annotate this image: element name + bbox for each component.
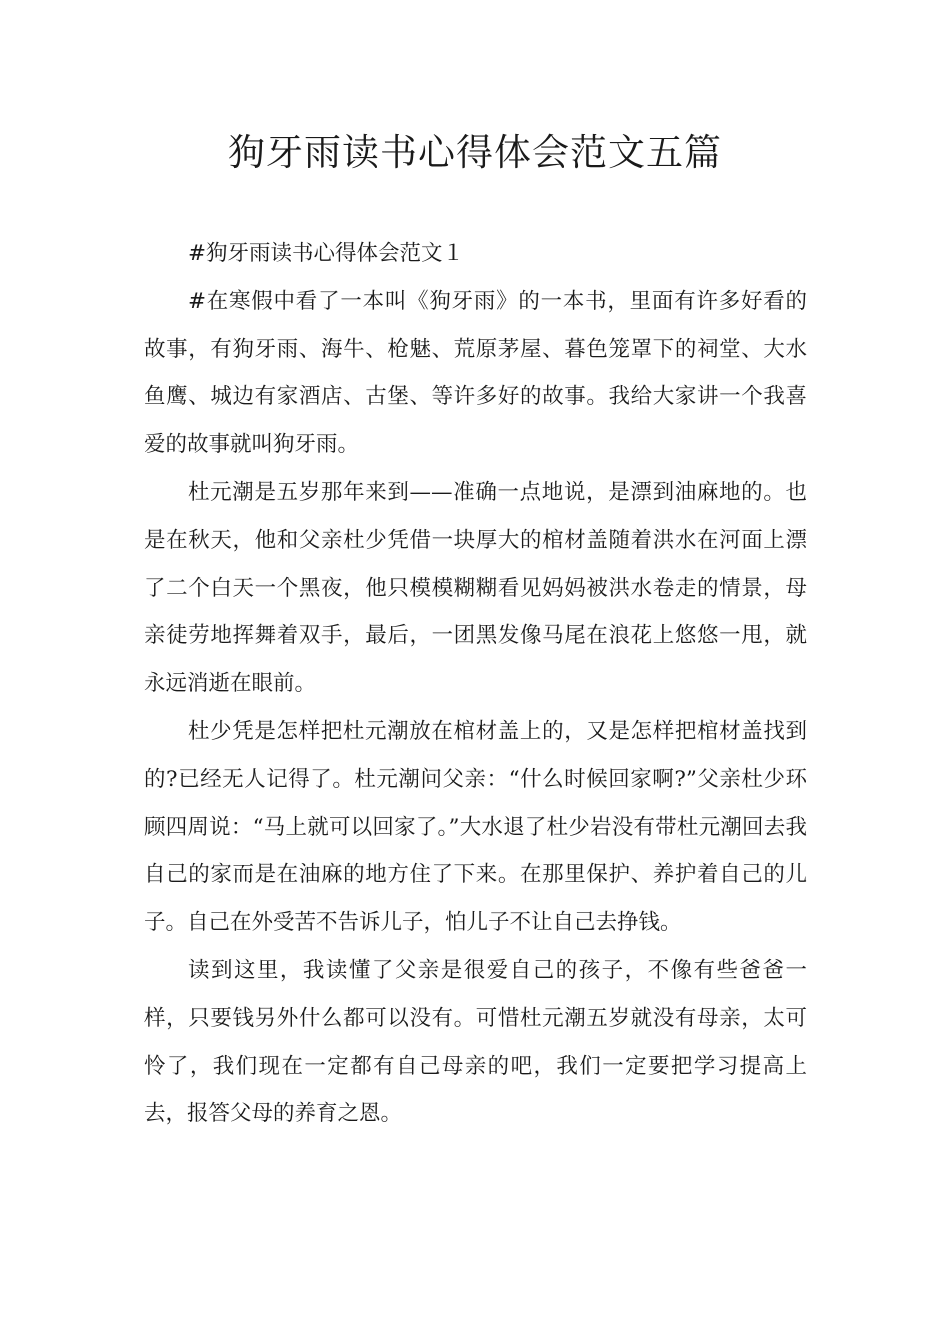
document-body (144, 230, 807, 1138)
paragraph: 杜少凭是怎样把杜元潮放在棺材盖上的，又是怎样把棺材盖找到的?已经无人记得了。杜元潮问父亲：“什么时候回家啊?”父亲杜少环顾四周说：“马上就可以回家了。”大水退了杜少岩没有带杜元潮回去我自己的家而是在油麻的地方住了下来。在那里保护、养护着自己的儿子。自己在外受苦不告诉儿子，怕儿子不让自己去挣钱。 (144, 718, 807, 936)
paragraph: 读到这里，我读懂了父亲是很爱自己的孩子，不像有些爸爸一样，只要钱另外什么都可以没有。可惜杜元潮五岁就没有母亲，太可怜了，我们现在一定都有自己母亲的吧，我们一定要把学习提高上去，报答父母的养育之恩。 (144, 957, 807, 1127)
document-title: 狗牙雨读书心得体会范文五篇 (228, 131, 722, 174)
paragraph-heading: #狗牙雨读书心得体会范文１ (188, 241, 465, 266)
paragraph: #在寒假中看了一本叫《狗牙雨》的一本书，里面有许多好看的故事，有狗牙雨、海牛、枪魅、荒原茅屋、暮色笼罩下的祠堂、大水鱼鹰、城边有家酒店、古堡、等许多好的故事。我给大家讲一个我喜爱的故事就叫狗牙雨。 (144, 288, 807, 458)
paragraph: 杜元潮是五岁那年来到——准确一点地说，是漂到油麻地的。也是在秋天，他和父亲杜少凭借一块厚大的棺材盖随着洪水在河面上漂了二个白天一个黑夜，他只模模糊糊看见妈妈被洪水卷走的情景，母亲徒劳地挥舞着双手，最后，一团黑发像马尾在浪花上悠悠一甩，就永远消逝在眼前。 (144, 479, 807, 697)
